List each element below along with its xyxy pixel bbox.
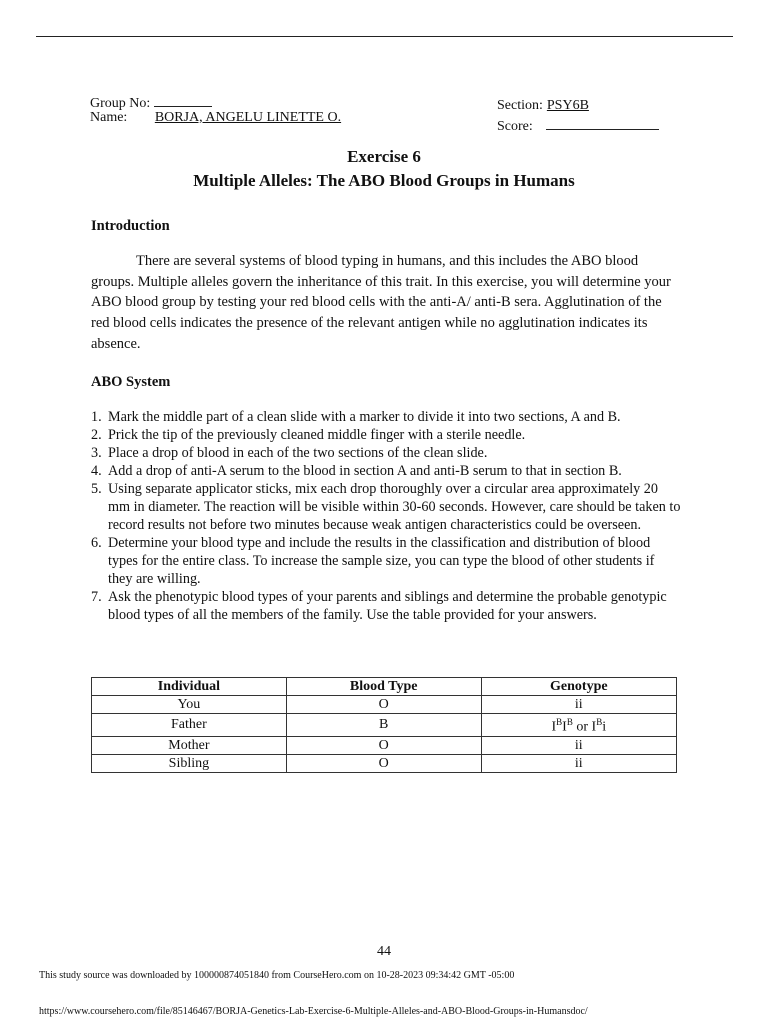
group-no-label: Group No: <box>90 96 151 111</box>
name-field <box>90 110 361 126</box>
exercise-number: Exercise 6 <box>347 147 421 166</box>
list-item <box>91 408 681 426</box>
section-field <box>497 98 660 114</box>
step-text: Using separate applicator sticks, mix each drop thoroughly over a circular area approximately 20 mm in diameter. The reaction will be visible within 30-60 seconds. However, care should be taken to record results not before two minutes because weak antigen characteristics could be overseen. <box>108 481 681 533</box>
table-row <box>92 696 677 714</box>
step-number: 5. <box>91 481 102 497</box>
step-number: 2. <box>91 427 102 443</box>
abo-system-heading: ABO System <box>91 374 171 390</box>
name-label: Name: <box>90 110 128 125</box>
list-item <box>91 588 681 624</box>
list-item <box>91 462 681 480</box>
page-number: 44 <box>377 944 391 959</box>
list-item <box>91 426 681 444</box>
list-item <box>91 480 681 534</box>
step-number: 7. <box>91 589 102 605</box>
cell-genotype: ii <box>481 696 676 714</box>
header-genotype: Genotype <box>481 678 676 696</box>
step-text: Add a drop of anti-A serum to the blood in section A and anti-B serum to that in section B. <box>108 463 622 479</box>
section-value: PSY6B <box>546 98 589 113</box>
list-item <box>91 444 681 462</box>
step-number: 3. <box>91 445 102 461</box>
step-text: Mark the middle part of a clean slide with a marker to divide it into two sections, A and B. <box>108 409 621 425</box>
cell-blood-type: O <box>286 736 481 754</box>
step-text: Determine your blood type and include the results in the classification and distribution of blood types for the entire class. To increase the sample size, you can type the blood of other students if they are willing. <box>108 535 655 587</box>
step-number: 1. <box>91 409 102 425</box>
step-number: 6. <box>91 535 102 551</box>
cell-individual: You <box>92 696 287 714</box>
cell-individual: Sibling <box>92 754 287 772</box>
step-text: Place a drop of blood in each of the two sections of the clean slide. <box>108 445 488 461</box>
step-text: Ask the phenotypic blood types of your parents and siblings and determine the probable genotypic blood types of all the members of the family. Use the table provided for your answers. <box>108 589 667 623</box>
score-field <box>497 116 659 135</box>
score-blank <box>546 116 659 130</box>
introduction-text: There are several systems of blood typing in humans, and this includes the ABO blood groups. Multiple alleles govern the inheritance of this trait. In this exercise, you will determine your ABO blood group by testing your red blood cells with the anti-A/ anti-B sera. Agglutination of the red blood cells indicates the presence of the relevant antigen while no agglutination indicates its absence. <box>91 253 671 352</box>
cell-blood-type: O <box>286 754 481 772</box>
table-row <box>92 714 677 737</box>
score-label: Score: <box>497 119 533 134</box>
step-text: Prick the tip of the previously cleaned middle finger with a sterile needle. <box>108 427 526 443</box>
cell-individual: Father <box>92 714 287 737</box>
top-rule <box>36 36 733 37</box>
step-number: 4. <box>91 463 102 479</box>
header-blood-type: Blood Type <box>286 678 481 696</box>
source-url[interactable]: https://www.coursehero.com/file/85146467/BORJA-Genetics-Lab-Exercise-6-Multiple-Alleles-and-ABO-Blood-Groups-in-Humansdoc/ <box>39 1006 588 1017</box>
list-item <box>91 534 681 588</box>
download-note: This study source was downloaded by 100000874051840 from CourseHero.com on 10-28-2023 09:34:42 GMT -05:00 <box>39 970 515 981</box>
cell-genotype: ii <box>481 736 676 754</box>
cell-blood-type: B <box>286 714 481 737</box>
cell-blood-type: O <box>286 696 481 714</box>
header-individual: Individual <box>92 678 287 696</box>
name-value: BORJA, ANGELU LINETTE O. <box>154 110 342 125</box>
cell-individual: Mother <box>92 736 287 754</box>
exercise-title: Multiple Alleles: The ABO Blood Groups in Humans <box>193 171 575 190</box>
blood-type-table <box>91 677 677 773</box>
cell-genotype: ii <box>481 754 676 772</box>
table-header-row <box>92 678 677 696</box>
table-row <box>92 736 677 754</box>
section-label: Section: <box>497 98 543 113</box>
introduction-heading: Introduction <box>91 218 170 234</box>
group-no-blank <box>154 93 212 107</box>
procedure-steps <box>91 408 681 624</box>
table-row <box>92 754 677 772</box>
cell-genotype: $I^BI^B$ or $I^Bi$ <box>481 714 676 737</box>
